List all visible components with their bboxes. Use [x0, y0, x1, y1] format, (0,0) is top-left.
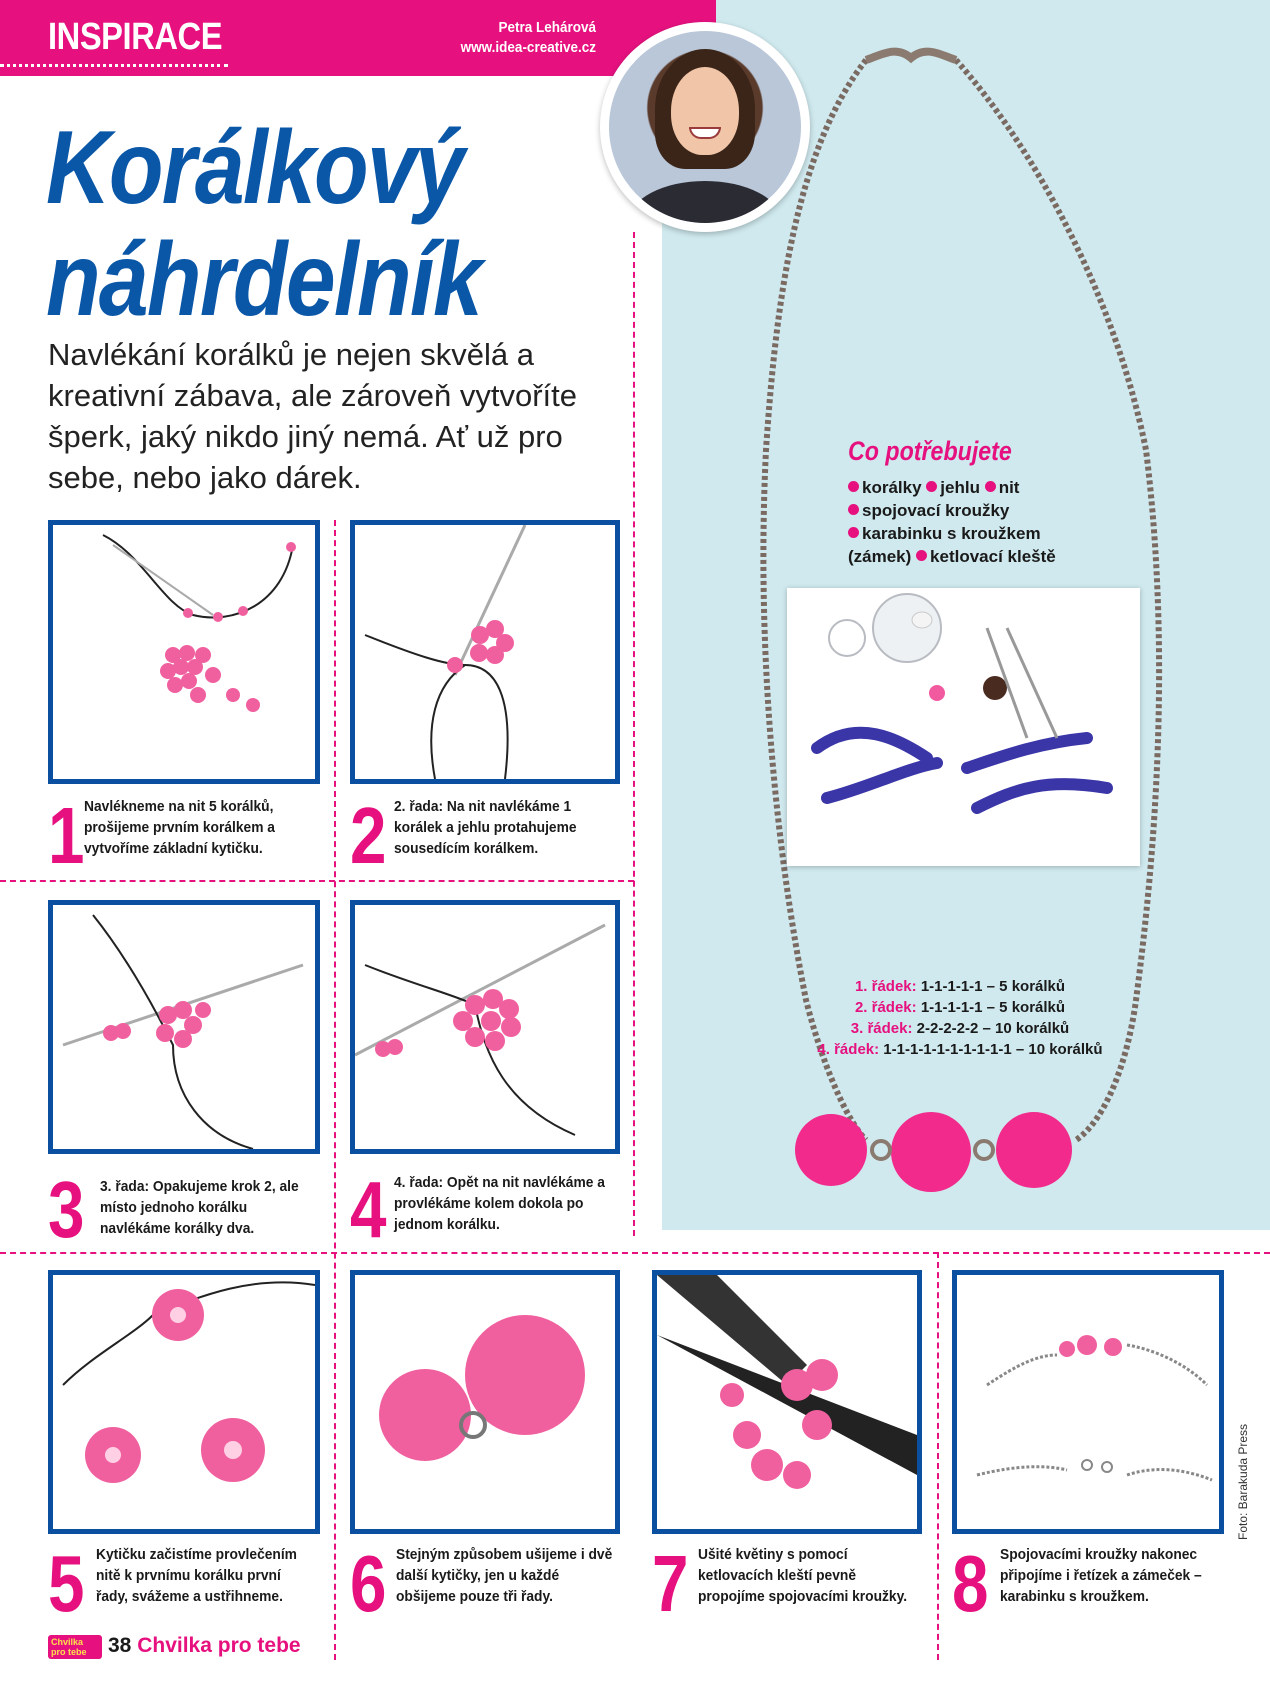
- step-8-text: Spojovacími kroužky nakonec připojíme i řetízek a zámeček – karabinku s kroužkem.: [1000, 1546, 1202, 1605]
- title-line-2: náhrdelník: [46, 222, 482, 338]
- necklace-photo-background-edge: [662, 160, 718, 1230]
- supply-item: spojovací kroužky: [862, 501, 1010, 520]
- step-2-number: 2: [350, 791, 387, 880]
- article-title: [46, 112, 481, 336]
- row-divider: [0, 1252, 1270, 1254]
- step-1-photo: [48, 520, 320, 784]
- step-3-number: 3: [48, 1165, 85, 1254]
- bullet-icon: [848, 527, 859, 538]
- row-label: 4. řádek:: [817, 1041, 880, 1058]
- footer: [108, 1634, 301, 1658]
- bullet-icon: [848, 504, 859, 515]
- author-photo: [609, 31, 801, 223]
- title-line-1: Korálkový: [46, 110, 464, 226]
- row-value: 1-1-1-1-1 – 5 korálků: [920, 999, 1066, 1016]
- supply-item: korálky: [862, 478, 922, 497]
- row-line: [790, 976, 1130, 997]
- step-1-number: 1: [48, 791, 85, 880]
- section-label: INSPIRACE: [48, 16, 223, 58]
- supplies-list: [848, 476, 1088, 568]
- author-website[interactable]: www.idea-creative.cz: [460, 39, 596, 56]
- step-6-number: 6: [350, 1539, 387, 1628]
- step-1-text: Navlékneme na nit 5 korálků, prošijeme prvním korálkem a vytvoříme základní kytičku.: [84, 798, 275, 857]
- row-value: 1-1-1-1-1-1-1-1-1-1 – 10 korálků: [883, 1041, 1103, 1058]
- row-value: 2-2-2-2-2 – 10 korálků: [916, 1020, 1070, 1037]
- row-value: 1-1-1-1-1 – 5 korálků: [920, 978, 1066, 995]
- step-3-photo: [48, 900, 320, 1154]
- author-portrait: [600, 22, 810, 232]
- row-label: 3. řádek:: [850, 1020, 913, 1037]
- bullet-icon: [848, 481, 859, 492]
- step-4-photo: [350, 900, 620, 1154]
- step-7-photo: [652, 1270, 922, 1534]
- step-6-text: Stejným způsobem ušijeme i dvě další kytičky, jen u každé obšijeme pouze tři řady.: [396, 1546, 613, 1605]
- row-line: [790, 1018, 1130, 1039]
- page-number: 38: [108, 1634, 132, 1657]
- step-5-number: 5: [48, 1539, 85, 1628]
- step-8-photo: [952, 1270, 1224, 1534]
- column-divider: [334, 520, 336, 1660]
- step-7-text: Ušité květiny s pomocí ketlovacích kleští pevně propojíme spojovacími kroužky.: [698, 1546, 908, 1605]
- row-label: 1. řádek:: [854, 978, 917, 995]
- supply-item: karabinku s kroužkem (zámek): [848, 524, 1041, 566]
- author-block: [400, 18, 596, 58]
- supplies-photo: [787, 588, 1140, 866]
- row-line: [790, 997, 1130, 1018]
- rows-legend: [790, 976, 1130, 1060]
- row-divider: [0, 880, 634, 882]
- step-4-text: 4. řada: Opět na nit navlékáme a provlékáme kolem dokola po jednom korálku.: [394, 1174, 605, 1233]
- bullet-icon: [985, 481, 996, 492]
- supply-item: jehlu: [940, 478, 980, 497]
- photo-credit: Foto: Barakuda Press: [1236, 1423, 1250, 1540]
- step-2-text: 2. řada: Na nit navlékáme 1 korálek a jehlu protahujeme sousedícím korálkem.: [394, 798, 577, 857]
- magazine-name: Chvilka pro tebe: [137, 1634, 301, 1657]
- row-line: [790, 1039, 1130, 1060]
- step-8-number: 8: [952, 1539, 989, 1628]
- bullet-icon: [916, 550, 927, 561]
- step-6-photo: [350, 1270, 620, 1534]
- magazine-logo-text: Chvilka pro tebe: [51, 1637, 87, 1657]
- supply-item: nit: [998, 478, 1020, 497]
- step-3-text: 3. řada: Opakujeme krok 2, ale místo jednoho korálku navlékáme korálky dva.: [100, 1178, 299, 1237]
- step-4-number: 4: [350, 1165, 387, 1254]
- step-5-text: Kytičku začistíme provlečením nitě k prvnímu korálku první řady, svážeme a ustřihneme.: [96, 1546, 297, 1605]
- supply-item: ketlovací kleště: [930, 547, 1056, 566]
- magazine-logo: [48, 1635, 102, 1659]
- step-5-photo: [48, 1270, 320, 1534]
- supplies-title: Co potřebujete: [848, 436, 1012, 466]
- article-intro: Navlékání korálků je nejen skvělá a kreativní zábava, ale zároveň vytvoříte šperk, jaký nikdo jiný nemá. Ať už pro sebe, nebo jako dárek.: [48, 337, 577, 495]
- column-divider: [937, 1252, 939, 1660]
- step-2-photo: [350, 520, 620, 784]
- row-label: 2. řádek:: [854, 999, 917, 1016]
- header-divider: [0, 64, 228, 67]
- column-divider: [633, 232, 635, 1236]
- bullet-icon: [926, 481, 937, 492]
- step-7-number: 7: [652, 1539, 689, 1628]
- author-name: Petra Lehárová: [498, 19, 596, 36]
